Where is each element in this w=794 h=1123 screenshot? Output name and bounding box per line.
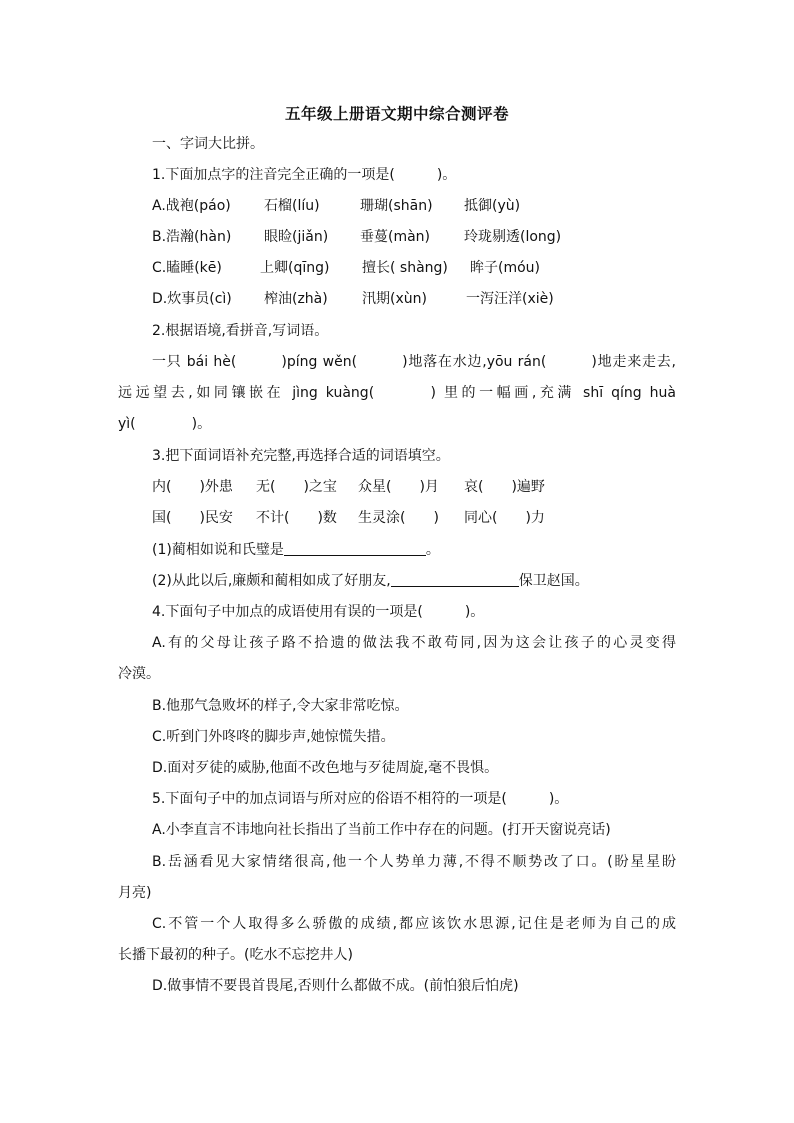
q1-b-word-2: 眼睑(jiǎn) xyxy=(264,229,329,245)
q1-stem: 1.下面加点字的注音完全正确的一项是( )。 xyxy=(152,167,457,183)
q3-idiom-5: 国( )民安 xyxy=(152,510,233,526)
q1-a-word-2: 石榴(líu) xyxy=(264,198,320,214)
q3-s2-text: (2)从此以后,廉颇和蔺相如成了好朋友, xyxy=(152,573,391,589)
q3-stem: 3.把下面词语补充完整,再选择合适的词语填空。 xyxy=(152,448,450,464)
q1-c-word-3: 擅长( shàng) xyxy=(362,260,448,276)
q3-idiom-row-1 xyxy=(152,477,545,497)
q3-idiom-7: 生灵涂( ) xyxy=(358,510,439,526)
q1-a-word-1: A.战袍(páo) xyxy=(152,198,231,214)
q1-d-word-3: 汛期(xùn) xyxy=(362,291,427,307)
q2-passage-line-3: yì( )。 xyxy=(118,416,212,432)
q1-a-word-4: 抵御(yù) xyxy=(464,198,521,214)
q3-idiom-3: 众星( )月 xyxy=(358,479,439,495)
q3-s1-text: (1)蔺相如说和氏璧是 xyxy=(152,542,284,558)
q5-option-b-line-1: B.岳涵看见大家情绪很高,他一个人势单力薄,不得不顺势改了口。(盼星星盼 xyxy=(152,854,676,870)
q1-option-c xyxy=(152,258,540,278)
q5-option-c-line-2: 长播下最初的种子。(吃水不忘挖井人) xyxy=(118,947,353,963)
q5-option-c-line-1: C.不管一个人取得多么骄傲的成绩,都应该饮水思源,记住是老师为自己的成 xyxy=(152,916,676,932)
q2-passage-line-1: 一只 bái hè( )píng wěn( )地落在水边,yōu rán( )地走来走去, xyxy=(152,354,676,370)
q3-sentence-1 xyxy=(152,540,440,560)
q4-option-a-line-2: 冷漠。 xyxy=(118,666,160,682)
q3-s1-answer-blank[interactable] xyxy=(284,541,426,556)
q3-idiom-6: 不计( )数 xyxy=(256,510,337,526)
q3-idiom-row-2 xyxy=(152,508,545,528)
q2-stem: 2.根据语境,看拼音,写词语。 xyxy=(152,323,329,339)
q3-idiom-2: 无( )之宝 xyxy=(256,479,337,495)
q4-option-a-line-1: A.有的父母让孩子路不拾遗的做法我不敢苟同,因为这会让孩子的心灵变得 xyxy=(152,635,676,651)
q3-sentence-2 xyxy=(152,571,589,591)
q1-c-word-4: 眸子(móu) xyxy=(470,260,540,276)
section-heading: 一、字词大比拼。 xyxy=(152,136,264,152)
q1-b-word-1: B.浩瀚(hàn) xyxy=(152,229,232,245)
q1-d-word-2: 榨油(zhà) xyxy=(264,291,328,307)
q1-c-word-1: C.瞌睡(kē) xyxy=(152,260,222,276)
q1-b-word-3: 垂蔓(màn) xyxy=(360,229,431,245)
q4-option-d: D.面对歹徒的威胁,他面不改色地与歹徒周旋,毫不畏惧。 xyxy=(152,760,499,776)
q1-option-b xyxy=(152,227,561,247)
q4-stem: 4.下面句子中加点的成语使用有误的一项是( )。 xyxy=(152,604,485,620)
q3-s2-answer-blank[interactable] xyxy=(391,572,519,587)
q4-option-c: C.听到门外咚咚的脚步声,她惊慌失措。 xyxy=(152,729,395,745)
q5-option-b-line-2: 月亮) xyxy=(118,885,152,901)
q1-b-word-4: 玲珑剔透(long) xyxy=(464,229,562,245)
q3-idiom-8: 同心( )力 xyxy=(464,510,545,526)
q2-passage-line-2: 远远望去,如同镶嵌在 jìng kuàng( ) 里的一幅画,充满 shī qíng huà xyxy=(118,385,676,401)
q1-option-d xyxy=(152,289,554,309)
q1-option-a xyxy=(152,196,520,216)
q1-c-word-2: 上卿(qīng) xyxy=(260,260,330,276)
q3-s1-end: 。 xyxy=(425,542,440,558)
q3-idiom-1: 内( )外患 xyxy=(152,479,233,495)
q5-stem: 5.下面句子中的加点词语与所对应的俗语不相符的一项是( )。 xyxy=(152,791,569,807)
q5-option-a: A.小李直言不讳地向社长指出了当前工作中存在的问题。(打开天窗说亮话) xyxy=(152,822,611,838)
exam-title: 五年级上册语文期中综合测评卷 xyxy=(284,105,509,123)
q1-d-word-1: D.炊事员(cì) xyxy=(152,291,232,307)
q3-idiom-4: 哀( )遍野 xyxy=(464,479,545,495)
q5-option-d: D.做事情不要畏首畏尾,否则什么都做不成。(前怕狼后怕虎) xyxy=(152,978,519,994)
q1-a-word-3: 珊瑚(shān) xyxy=(360,198,433,214)
q3-s2-end: 保卫赵国。 xyxy=(518,573,589,589)
q1-d-word-4: 一泻汪洋(xiè) xyxy=(466,291,554,307)
q4-option-b: B.他那气急败坏的样子,令大家非常吃惊。 xyxy=(152,698,409,714)
